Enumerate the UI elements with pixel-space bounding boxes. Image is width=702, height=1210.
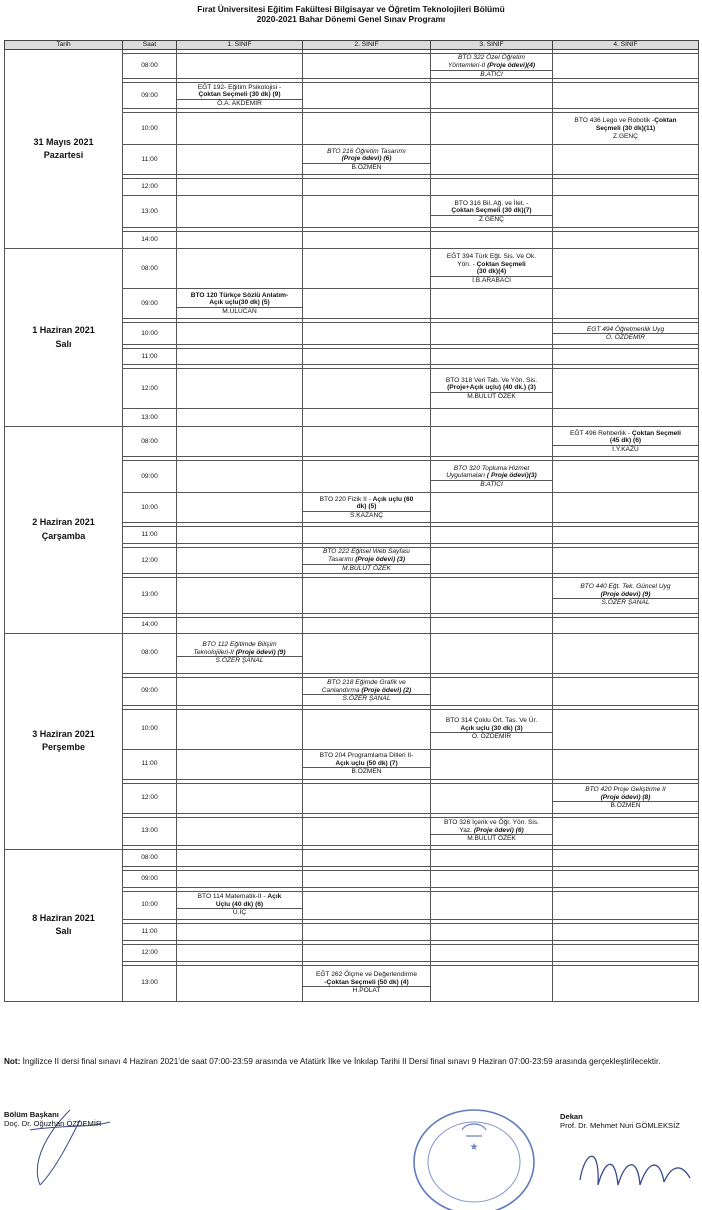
signature-block-left — [4, 1110, 101, 1128]
exam-course: Canlandırma — [321, 686, 362, 694]
exam-instructor: H.POLAT — [303, 986, 430, 995]
exam-course: BTO 436 Lego ve Robotik - — [574, 117, 655, 125]
time-cell: 12:00 — [123, 548, 177, 573]
time-cell: 14:00 — [123, 232, 177, 249]
exam-type: (Proje ödevi) (8) — [600, 793, 651, 801]
exam-course: BTO 216 Öğretim Tasarımı — [327, 147, 406, 155]
note-label: Not: — [4, 1057, 21, 1066]
exam-course: BTO 220 Fizik II - — [319, 495, 373, 503]
exam-type: Seçmeli (30 dk)(11) — [595, 124, 656, 132]
exam-instructor: B.ÖZMEN — [303, 163, 430, 172]
day-date: 1 Haziran 2021 — [32, 325, 95, 336]
exam-type: (Proje ödevi)(4) — [485, 61, 536, 69]
time-cell: 13:00 — [123, 577, 177, 613]
exam-type: ( Proje ödevi)(3) — [486, 472, 537, 480]
table-row — [5, 633, 699, 673]
exam-course: BTO 322 Özel Öğretim — [458, 54, 525, 61]
exam-course: BTO 420 Proje Geliştirme II — [585, 785, 666, 793]
exam-course: BTO 318 Veri Tab. Ve Yön. Sis. — [445, 376, 538, 384]
time-cell: 11:00 — [123, 923, 177, 940]
time-cell: 12:00 — [123, 179, 177, 196]
exam-type: (Proje ödevi) (6) — [341, 155, 392, 163]
exam-instructor: S.ÖZER ŞANAL — [553, 598, 698, 607]
time-cell: 11:00 — [123, 749, 177, 779]
table-row — [5, 849, 699, 866]
exam-instructor: S.KAZANÇ — [303, 511, 430, 520]
signer-role: Dekan — [560, 1112, 583, 1121]
col-class-2: 2. SINIF — [303, 41, 431, 50]
time-cell: 12:00 — [123, 369, 177, 409]
exam-instructor: İ.B.ARABACI — [431, 276, 552, 285]
exam-type: Açık uçlu(30 dk) (5) — [209, 299, 270, 307]
exam-course: BTO 326 İçerik ve Öğr. Yön. Sis. — [443, 818, 540, 826]
day-date: 2 Haziran 2021 — [32, 517, 95, 528]
exam-type: Çoktan Seçmeli — [476, 260, 526, 268]
exam-instructor: Z.GENÇ — [613, 132, 638, 140]
exam-course: EĞT 496 Rehberlik - — [570, 429, 632, 437]
exam-instructor: M.BULUT ÖZEK — [431, 392, 552, 401]
exam-instructor: S.ÖZER ŞANAL — [177, 656, 302, 665]
time-cell: 11:00 — [123, 527, 177, 544]
exam-cell — [553, 783, 699, 813]
time-cell: 08:00 — [123, 249, 177, 289]
time-cell: 09:00 — [123, 83, 177, 109]
exam-cell — [303, 677, 431, 705]
exam-cell — [431, 249, 553, 289]
exam-type: (Proje ödevi) (9) — [235, 648, 286, 656]
exam-type: Çoktan Seçmeli — [631, 429, 681, 437]
exam-course: BTO 316 Bil. Ağ. ve İlet. - — [454, 199, 529, 207]
signature-block-right — [560, 1112, 680, 1130]
exam-course: BTO 320 Topluma Hizmet — [453, 464, 530, 472]
exam-type: Açık uçlu (30 dk) (3) — [460, 724, 523, 732]
exam-course: Uygulamaları — [446, 472, 487, 480]
exam-cell — [431, 196, 553, 228]
exam-type: (30 dk)(4) — [476, 268, 507, 276]
exam-cell — [553, 113, 699, 145]
exam-course: EĞT 394 Türk Eğt. Sis. Ve Ok. — [446, 252, 537, 260]
exam-cell — [177, 891, 303, 919]
exam-instructor: Ö.A. AKDEMİR — [177, 99, 302, 108]
day-weekday: Çarşamba — [41, 530, 86, 541]
exam-type: (Proje ödevi) (6) — [473, 826, 524, 834]
exam-course: BTO 114 Matematik-II - — [197, 892, 268, 900]
exam-cell — [303, 548, 431, 573]
exam-type: Açık uçlu (60 — [372, 495, 414, 503]
day-weekday: Perşembe — [41, 742, 86, 753]
exam-course: BTO 218 Eğimde Grafik ve — [327, 678, 406, 686]
table-header-row — [5, 41, 699, 50]
exam-cell — [431, 709, 553, 749]
day-weekday: Salı — [55, 338, 72, 349]
exam-instructor: M.BULUT ÖZEK — [303, 564, 430, 573]
exam-instructor: B.ATICI — [431, 70, 552, 79]
exam-instructor: B.ATICI — [431, 480, 552, 489]
exam-course: BTO 222 Eğitsel Web Sayfası — [323, 548, 410, 556]
exam-cell — [303, 493, 431, 523]
exam-type: Çoktan Seçmeli (30 dk)(7) — [451, 207, 532, 215]
exam-course: Yön. - — [457, 260, 477, 268]
time-cell: 09:00 — [123, 289, 177, 319]
svg-text:★: ★ — [469, 1142, 479, 1153]
exam-instructor: Ü.İÇ — [177, 908, 302, 917]
exam-instructor: O. ÖZDEMİR — [431, 732, 552, 741]
time-cell: 09:00 — [123, 461, 177, 493]
exam-course: Tasarımı — [327, 556, 356, 564]
time-cell: 13:00 — [123, 817, 177, 845]
time-cell: 12:00 — [123, 944, 177, 961]
exam-cell — [303, 965, 431, 1001]
exam-course: BTO 314 Çoklu Ort. Tas. Ve Ür. — [445, 716, 538, 724]
signer-role: Bölüm Başkanı — [4, 1110, 59, 1119]
exam-type: dk) (5) — [356, 503, 377, 511]
day-date: 3 Haziran 2021 — [32, 728, 95, 739]
exam-course: Yaz. — [459, 826, 474, 834]
time-cell: 13:00 — [123, 409, 177, 427]
time-cell: 14:00 — [123, 617, 177, 633]
exam-type: Çoktan — [654, 117, 677, 125]
time-cell: 10:00 — [123, 113, 177, 145]
exam-cell — [177, 633, 303, 673]
day-cell — [5, 633, 123, 849]
exam-instructor: M.ULUCAN — [177, 307, 302, 316]
exam-instructor: Z.GENÇ — [431, 215, 552, 224]
time-cell: 08:00 — [123, 54, 177, 79]
time-cell: 09:00 — [123, 870, 177, 887]
exam-type: Açık uçlu (50 dk) (7) — [335, 759, 398, 767]
exam-schedule-table — [4, 40, 699, 1002]
exam-type: Açık — [267, 892, 282, 900]
col-date: Tarih — [5, 41, 123, 50]
exam-course: EĞT 192- Eğitim Psikolojisi - — [197, 83, 282, 91]
time-cell: 11:00 — [123, 145, 177, 175]
time-cell: 08:00 — [123, 427, 177, 457]
exam-instructor: B.ÖZMEN — [553, 801, 698, 810]
exam-instructor: İ.Y.KAZU — [553, 445, 698, 454]
exam-course: BTO 120 Türkçe Sözlü Anlatım- — [190, 291, 289, 299]
signer-name: Prof. Dr. Mehmet Nuri GÖMLEKSİZ — [560, 1121, 680, 1130]
exam-course: Yöntemleri-II — [447, 61, 486, 69]
exam-course: EGT 494 Öğretmenlik Uyg — [586, 325, 665, 333]
exam-cell — [177, 83, 303, 109]
exam-cell — [431, 54, 553, 79]
col-class-4: 4. SINIF — [553, 41, 699, 50]
exam-cell — [553, 323, 699, 345]
exam-cell — [431, 817, 553, 845]
exam-cell — [553, 577, 699, 613]
exam-instructor: S.ÖZER ŞANAL — [303, 694, 430, 703]
exam-cell — [303, 749, 431, 779]
exam-course: EĞT 262 Ölçme ve Değerlendirme — [315, 970, 418, 978]
exam-cell — [303, 145, 431, 175]
exam-course: BTO 440 Eğt. Tek. Güncel Uyg — [580, 582, 671, 590]
day-date: 31 Mayıs 2021 — [33, 136, 94, 147]
header-subtitle: 2020-2021 Bahar Dönemi Genel Sınav Programı — [256, 14, 446, 24]
exam-type: -Çoktan Seçmeli (50 dk) (4) — [324, 978, 409, 986]
time-cell: 10:00 — [123, 323, 177, 345]
time-cell: 09:00 — [123, 677, 177, 705]
table-row — [5, 249, 699, 289]
exam-course: BTO 204 Programlama Dilleri II- — [319, 751, 414, 759]
time-cell: 13:00 — [123, 196, 177, 228]
time-cell: 13:00 — [123, 965, 177, 1001]
header-title: Fırat Üniversitesi Eğitim Fakültesi Bilgisayar ve Öğretim Teknolojileri Bölümü — [197, 4, 505, 14]
table-row — [5, 427, 699, 457]
day-weekday: Pazartesi — [43, 150, 84, 161]
time-cell: 10:00 — [123, 709, 177, 749]
exam-instructor: O. ÖZDEMİR — [553, 333, 698, 342]
col-class-1: 1. SINIF — [177, 41, 303, 50]
time-cell: 08:00 — [123, 849, 177, 866]
exam-type: (Proje ödevi) (2) — [361, 686, 412, 694]
day-weekday: Salı — [55, 926, 72, 937]
exam-instructor: B.ÖZMEN — [303, 767, 430, 776]
seal-stamp — [404, 1100, 544, 1210]
exam-cell — [431, 461, 553, 493]
day-cell — [5, 249, 123, 427]
exam-type: Çoktan Seçmeli (30 dk) (9) — [198, 91, 281, 99]
exam-type: (Proje ödevi) (3) — [355, 556, 406, 564]
exam-cell — [431, 369, 553, 409]
exam-type: Uçlu (40 dk) (6) — [215, 900, 264, 908]
exam-cell — [553, 427, 699, 457]
exam-type: (Proje ödevi) (9) — [600, 590, 651, 598]
exam-course: Teknolojileri-II — [193, 648, 236, 656]
exam-instructor: M.BULUT ÖZEK — [431, 834, 552, 843]
exam-type: (45 dk) (6) — [609, 437, 642, 445]
time-cell: 12:00 — [123, 783, 177, 813]
note-text: İngilizce II dersi final sınavı 4 Haziran 2021’de saat 07:00-23:59 arasında ve Atatürk İlke ve İnkılap Tarihi II Dersi final sınavı 9 Haziran 07:00-23:59 arasında gerçekleştirilecektir. — [20, 1057, 661, 1066]
exam-type: (Proje+Açık uçlu) (40 dk.) (3) — [447, 384, 536, 392]
time-cell: 10:00 — [123, 493, 177, 523]
footnote — [4, 1056, 698, 1068]
exam-cell — [177, 289, 303, 319]
signer-name: Doç. Dr. Oğuzhan ÖZDEMİR — [4, 1119, 102, 1128]
time-cell: 11:00 — [123, 349, 177, 365]
signature-scribble-right — [560, 1130, 700, 1200]
time-cell: 10:00 — [123, 891, 177, 919]
day-cell — [5, 427, 123, 633]
time-cell: 08:00 — [123, 633, 177, 673]
exam-course: BTO 112 Eğitimde Bilişim — [202, 640, 277, 648]
day-cell — [5, 50, 123, 249]
day-cell — [5, 849, 123, 1001]
col-class-3: 3. SINIF — [431, 41, 553, 50]
col-time: Saat — [123, 41, 177, 50]
day-date: 8 Haziran 2021 — [32, 912, 95, 923]
